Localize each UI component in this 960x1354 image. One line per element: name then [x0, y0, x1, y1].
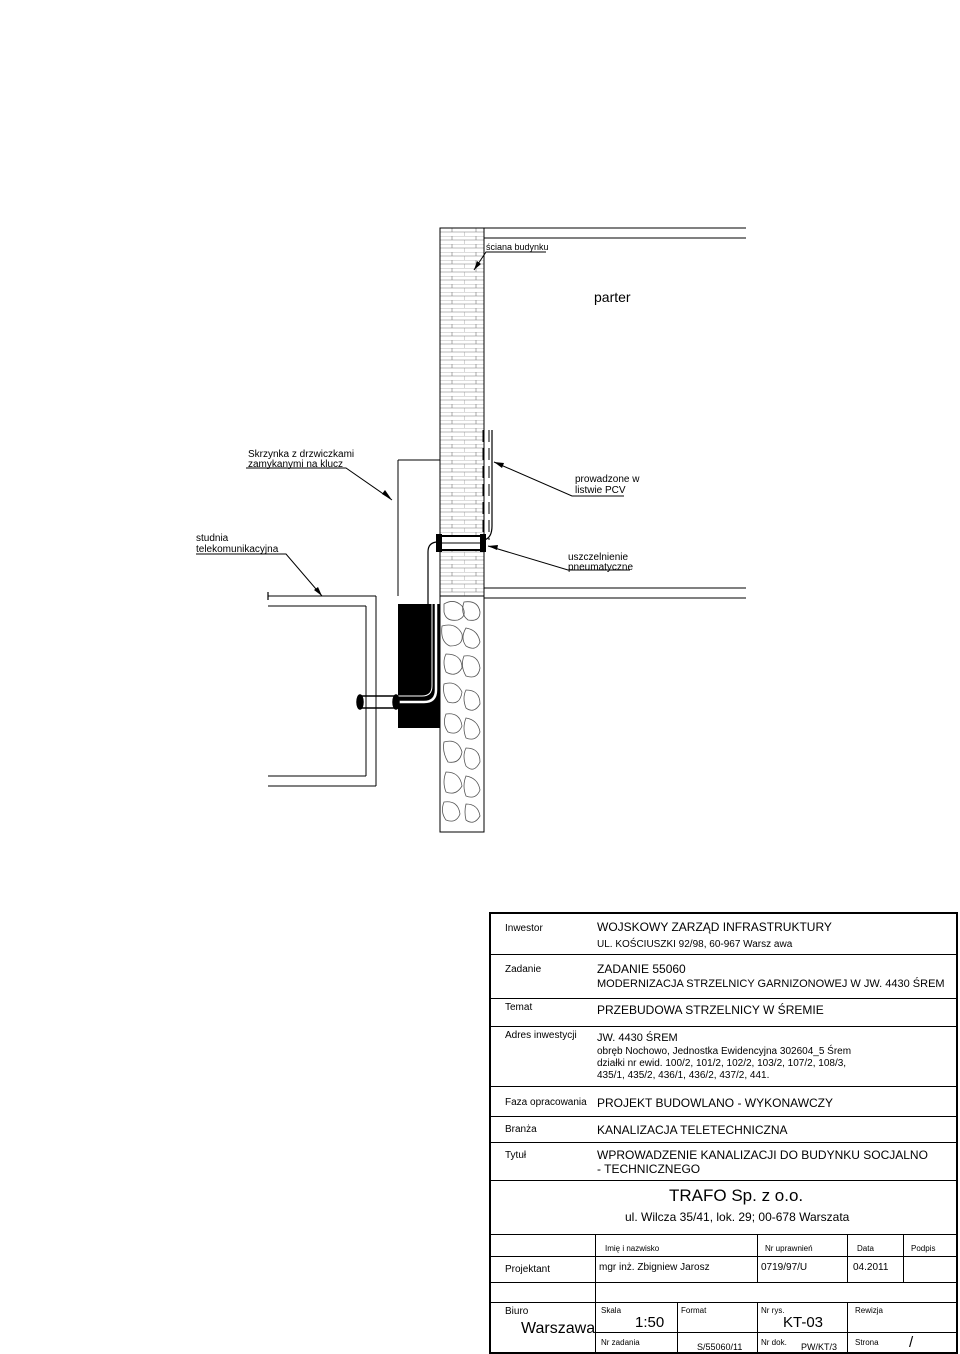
- nrzadania-label: Nr zadania: [601, 1338, 640, 1347]
- zadanie-line2: MODERNIZACJA STRZELNICY GARNIZONOWEJ W JW. 4430 ŚREM: [597, 978, 945, 990]
- rewizja-label: Rewizja: [855, 1306, 884, 1315]
- nrdok-value: PW/KT/3: [801, 1342, 838, 1352]
- seal-label-line2: pneumatyczne: [568, 562, 634, 573]
- stone-foundation: [440, 596, 484, 832]
- projektant-date: 04.2011: [853, 1262, 889, 1273]
- pcv-label-line1: prowadzone w: [575, 474, 640, 485]
- adres-label: Adres inwestycji: [505, 1030, 577, 1041]
- well-label-line2: telekomunikacyjna: [196, 544, 279, 555]
- projektant-label: Projektant: [505, 1264, 551, 1275]
- nrdok-label: Nr dok.: [761, 1338, 787, 1347]
- floor-label: parter: [594, 289, 631, 305]
- header-permission: Nr uprawnień: [765, 1244, 813, 1253]
- zadanie-line1: ZADANIE 55060: [597, 962, 686, 976]
- adres-line1: JW. 4430 ŚREM: [597, 1032, 678, 1044]
- adres-line3: działki nr ewid. 100/2, 101/2, 102/2, 103/2, 107/2, 108/3,: [597, 1058, 847, 1069]
- duct-pipe: [357, 695, 399, 709]
- temat-value: PRZEBUDOWA STRZELNICY W ŚREMIE: [597, 1003, 824, 1017]
- biuro-city: Warszawa: [521, 1320, 596, 1337]
- branza-label: Branża: [505, 1124, 537, 1135]
- company-address: ul. Wilcza 35/41, lok. 29; 00-678 Warszata: [625, 1210, 850, 1224]
- tytul-label: Tytuł: [505, 1150, 527, 1161]
- pcv-label-line2: listwie PCV: [575, 485, 626, 496]
- telecom-well: [268, 592, 376, 786]
- projektant-permission: 0719/97/U: [761, 1262, 808, 1273]
- cable-box: [398, 460, 440, 596]
- company-name: TRAFO Sp. z o.o.: [669, 1186, 804, 1205]
- nrrys-value: KT-03: [783, 1314, 824, 1331]
- projektant-name: mgr inż. Zbigniew Jarosz: [599, 1262, 710, 1273]
- inwestor-address: UL. KOŚCIUSZKI 92/98, 60-967 Warsz awa: [597, 939, 793, 950]
- wall-penetration-tube: [436, 534, 486, 552]
- tytul-line2: - TECHNICZNEGO: [597, 1162, 701, 1176]
- floor-slabs: [484, 228, 746, 598]
- inwestor-label: Inwestor: [505, 923, 543, 934]
- box-label-line1: Skrzynka z drzwiczkami: [248, 449, 355, 460]
- tytul-line1: WPROWADZENIE KANALIZACJI DO BUDYNKU SOCJALNO: [597, 1148, 928, 1162]
- header-date: Data: [857, 1244, 874, 1253]
- faza-label: Faza opracowania: [505, 1097, 587, 1108]
- format-label: Format: [681, 1306, 707, 1315]
- strona-label: Strona: [855, 1338, 879, 1347]
- zadanie-label: Zadanie: [505, 964, 542, 975]
- strona-value: /: [909, 1334, 914, 1351]
- well-label-line1: studnia: [196, 533, 229, 544]
- skala-label: Skala: [601, 1306, 622, 1315]
- header-name: Imię i nazwisko: [605, 1244, 660, 1253]
- box-label-line2: zamykanymi na klucz: [248, 459, 344, 470]
- skala-value: 1:50: [635, 1314, 665, 1331]
- adres-line4: 435/1, 435/2, 436/1, 436/2, 437/2, 441.: [597, 1070, 770, 1081]
- nrzadania-value: S/55060/11: [697, 1342, 743, 1352]
- black-encasement: [380, 604, 440, 728]
- biuro-label: Biuro: [505, 1306, 529, 1317]
- branza-value: KANALIZACJA TELETECHNICZNA: [597, 1123, 788, 1137]
- header-signature: Podpis: [911, 1244, 936, 1253]
- wall-label: ściana budynku: [486, 242, 549, 252]
- temat-label: Temat: [505, 1002, 533, 1013]
- seal-label-line1: uszczelnienie: [568, 552, 629, 563]
- title-block: [489, 912, 958, 1354]
- faza-value: PROJEKT BUDOWLANO - WYKONAWCZY: [597, 1096, 834, 1110]
- nrrys-label: Nr rys.: [761, 1306, 785, 1315]
- inwestor-name: WOJSKOWY ZARZĄD INFRASTRUKTURY: [597, 920, 832, 934]
- adres-line2: obręb Nochowo, Jednostka Ewidencyjna 302604_5 Śrem: [597, 1046, 852, 1057]
